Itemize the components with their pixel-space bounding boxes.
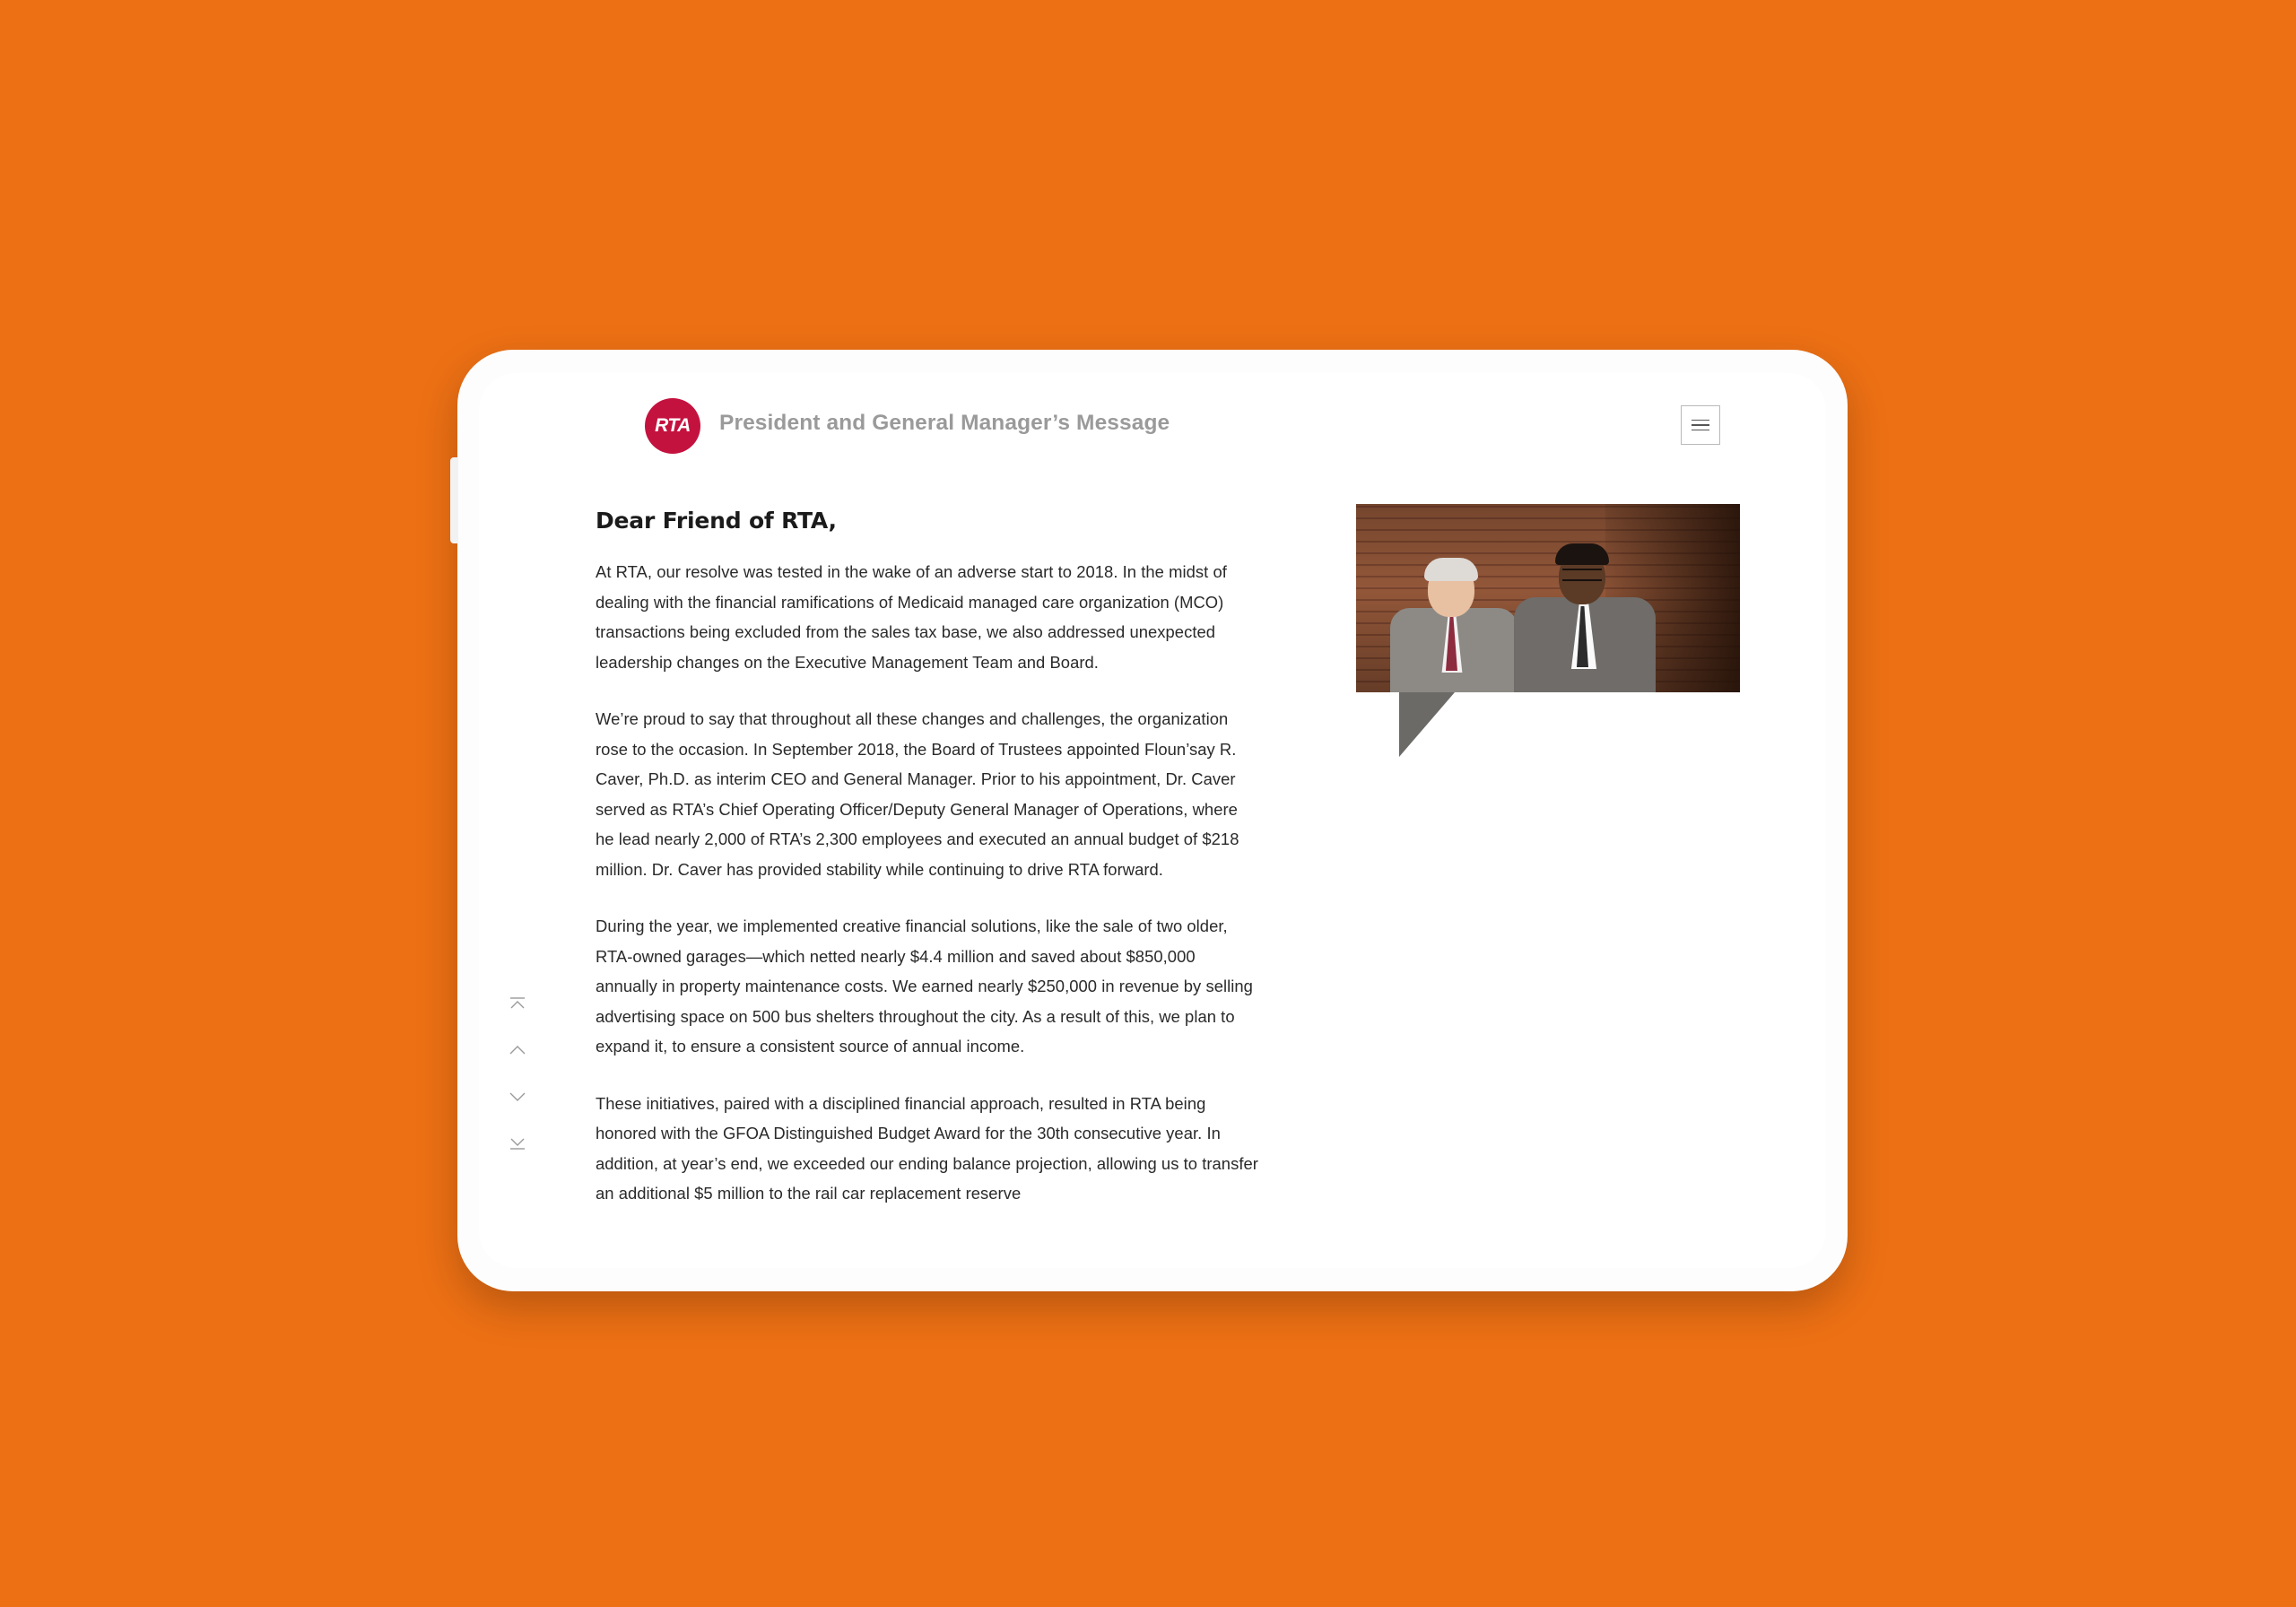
first-page-icon[interactable] — [504, 992, 531, 1015]
page-header — [479, 373, 1826, 479]
menu-bar — [1692, 424, 1709, 426]
side-navigation — [499, 992, 536, 1155]
chevron-up-icon[interactable] — [504, 1038, 531, 1062]
article-heading: Dear Friend of RTA, — [596, 508, 837, 534]
tablet-device — [457, 350, 1848, 1291]
leadership-photo — [1356, 504, 1740, 692]
article-body — [596, 508, 1259, 1236]
person-right — [1514, 542, 1657, 692]
glasses-icon — [1562, 569, 1602, 581]
hamburger-menu-icon[interactable] — [1681, 405, 1720, 445]
leadership-photo-bubble — [1356, 504, 1740, 692]
chevron-down-icon[interactable] — [504, 1085, 531, 1108]
hair — [1555, 543, 1609, 565]
content-fade-overlay — [479, 1245, 1826, 1268]
last-page-icon[interactable] — [504, 1132, 531, 1155]
page-title: President and General Manager’s Message — [719, 411, 1170, 435]
menu-bar — [1692, 430, 1709, 431]
speech-bubble-tail — [1399, 692, 1455, 757]
hair — [1424, 558, 1478, 581]
article-paragraph: These initiatives, paired with a disciplined financial approach, resulted in RTA being honored with the GFOA Distinguished Budget Award for the 30th consecutive year. In addition, at year’s end, we exceeded our ending balance projection, allowing us to transfer an additional $5 million to the rail car replacement reserve — [596, 1093, 1258, 1203]
menu-bar — [1692, 420, 1709, 421]
tablet-side-button[interactable] — [450, 457, 458, 543]
article-paragraph: At RTA, our resolve was tested in the wake of an adverse start to 2018. In the midst of dealing with the financial ramifications of Medicaid managed care organization (MCO) transactions being excluded from the sales tax base, we also addressed unexpected leadership changes on the Executive Management Team and Board. — [596, 562, 1227, 672]
article-paragraph: During the year, we implemented creative financial solutions, like the sale of two older, RTA-owned garages—which netted nearly $4.4 million and saved about $850,000 annually in property maintenance costs. We earned nearly $250,000 in revenue by selling advertising space on 500 bus shelters throughout the city. As a result of this, we plan to expand it, to ensure a consistent source of annual income. — [596, 916, 1253, 1055]
article-paragraph: We’re proud to say that throughout all these changes and challenges, the organization rose to the occasion. In September 2018, the Board of Trustees appointed Floun’say R. Caver, Ph.D. as interim CEO and General Manager. Prior to his appointment, Dr. Caver served as RTA’s Chief Operating Officer/Deputy General Manager of Operations, where he lead nearly 2,000 of RTA’s 2,300 employees and executed an annual budget of $218 million. Dr. Caver has provided stability while continuing to drive RTA forward. — [596, 709, 1239, 879]
tablet-screen — [479, 373, 1826, 1268]
person-left — [1387, 558, 1521, 692]
rta-logo: RTA — [645, 398, 700, 454]
